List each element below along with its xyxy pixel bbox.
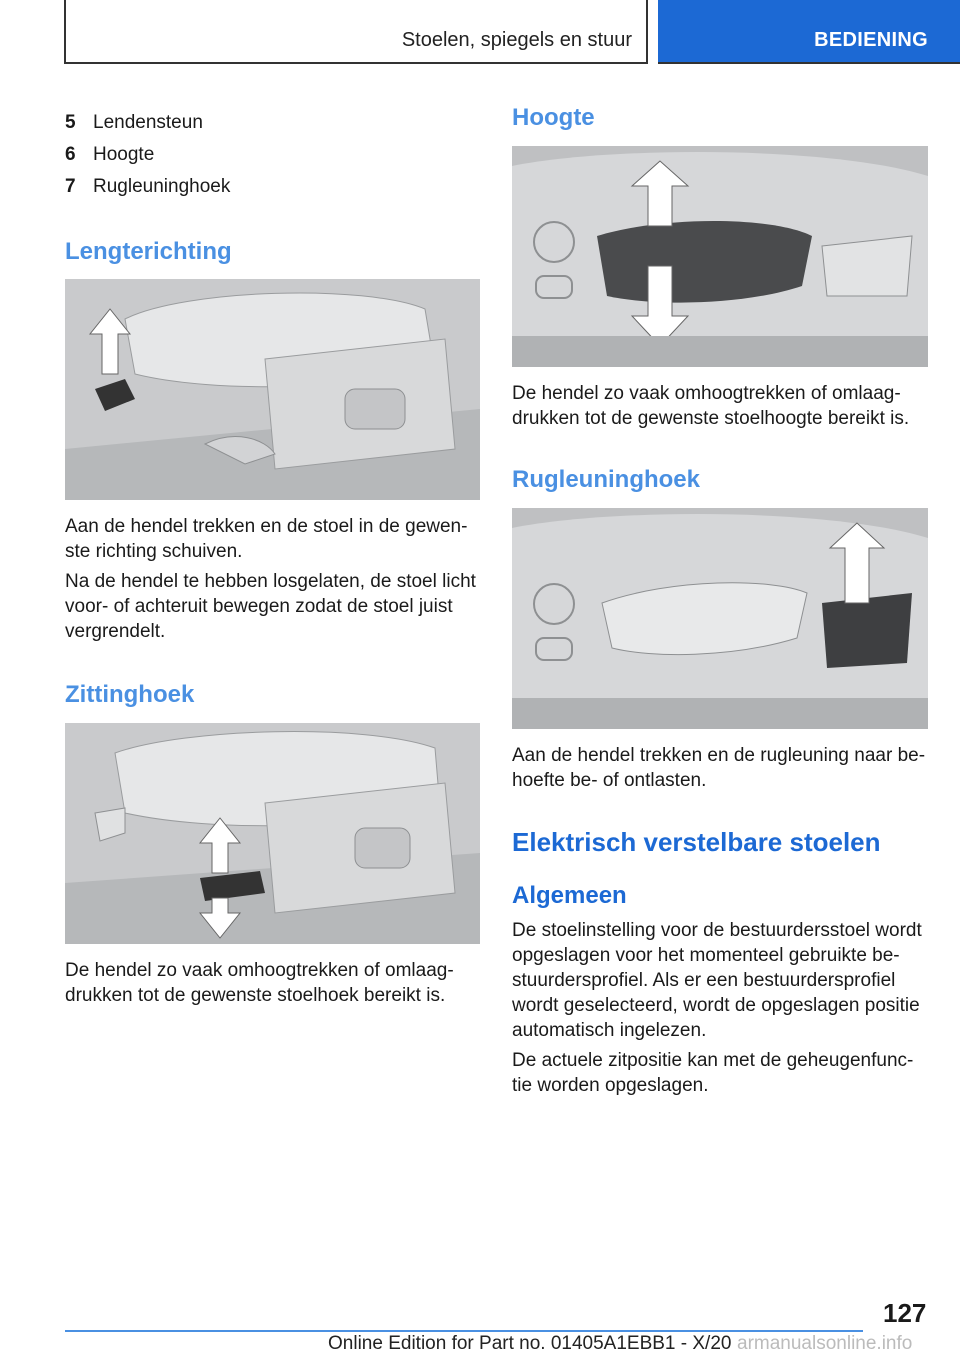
heading-algemeen: Algemeen (512, 882, 627, 909)
figure-seat-longitudinal (65, 279, 480, 500)
page-number: 127 (883, 1298, 927, 1328)
heading-lengterichting: Lengterichting (65, 238, 232, 265)
paragraph: De stoelinstelling voor de bestuurdersstoel wordt opgeslagen voor het momenteel gebruikte be‐ stuurdersprofiel. Als er een bestuurdersprofiel wordt geselecteerd, wordt de opgeslagen positie automatisch ingelezen. (512, 920, 922, 1041)
heading-elektrisch: Elektrisch verstelbare stoelen (512, 827, 881, 857)
paragraph: Aan de hendel trekken en de rugleuning naar be‐ hoefte be- of ontlasten. (512, 745, 926, 791)
paragraph: De hendel zo vaak omhoogtrekken of omlaag‐ drukken tot de gewenste stoelhoek bereikt is. (65, 960, 454, 1006)
header-section-box (64, 0, 648, 64)
edition-text: Online Edition for Part no. 01405A1EBB1 - X/20 (328, 1333, 732, 1354)
paragraph: Na de hendel te hebben losgelaten, de stoel licht voor- of achteruit bewegen zodat de stoel juist vergrendelt. (65, 571, 476, 642)
legend-label: Lendensteun (93, 112, 203, 133)
page-header (0, 0, 960, 66)
figure-seat-height (512, 146, 928, 367)
legend-number: 7 (65, 176, 76, 197)
chapter-tab (658, 0, 960, 64)
watermark: armanualsonline.info (737, 1333, 913, 1354)
chapter-title: BEDIENING (814, 29, 928, 51)
heading-rugleuninghoek: Rugleuninghoek (512, 466, 700, 493)
paragraph: De actuele zitpositie kan met de geheugenfunc‐ tie worden opgeslagen. (512, 1050, 914, 1096)
legend-label: Hoogte (93, 144, 155, 165)
legend-item (65, 144, 230, 176)
paragraph: Aan de hendel trekken en de stoel in de gewen‐ ste richting schuiven. (65, 516, 468, 562)
heading-zittinghoek: Zittinghoek (65, 681, 195, 708)
figure-seat-angle (65, 723, 480, 944)
heading-hoogte: Hoogte (512, 104, 595, 131)
footer-rule (65, 1330, 863, 1332)
paragraph: De hendel zo vaak omhoogtrekken of omlaag‐ drukken tot de gewenste stoelhoogte bereikt is. (512, 383, 910, 429)
legend-label: Rugleuninghoek (93, 176, 231, 197)
legend-list (65, 112, 230, 208)
legend-number: 5 (65, 112, 76, 133)
figure-backrest-angle (512, 508, 928, 729)
legend-item (65, 112, 230, 144)
legend-item (65, 176, 230, 208)
legend-number: 6 (65, 144, 76, 165)
section-title: Stoelen, spiegels en stuur (401, 29, 632, 51)
